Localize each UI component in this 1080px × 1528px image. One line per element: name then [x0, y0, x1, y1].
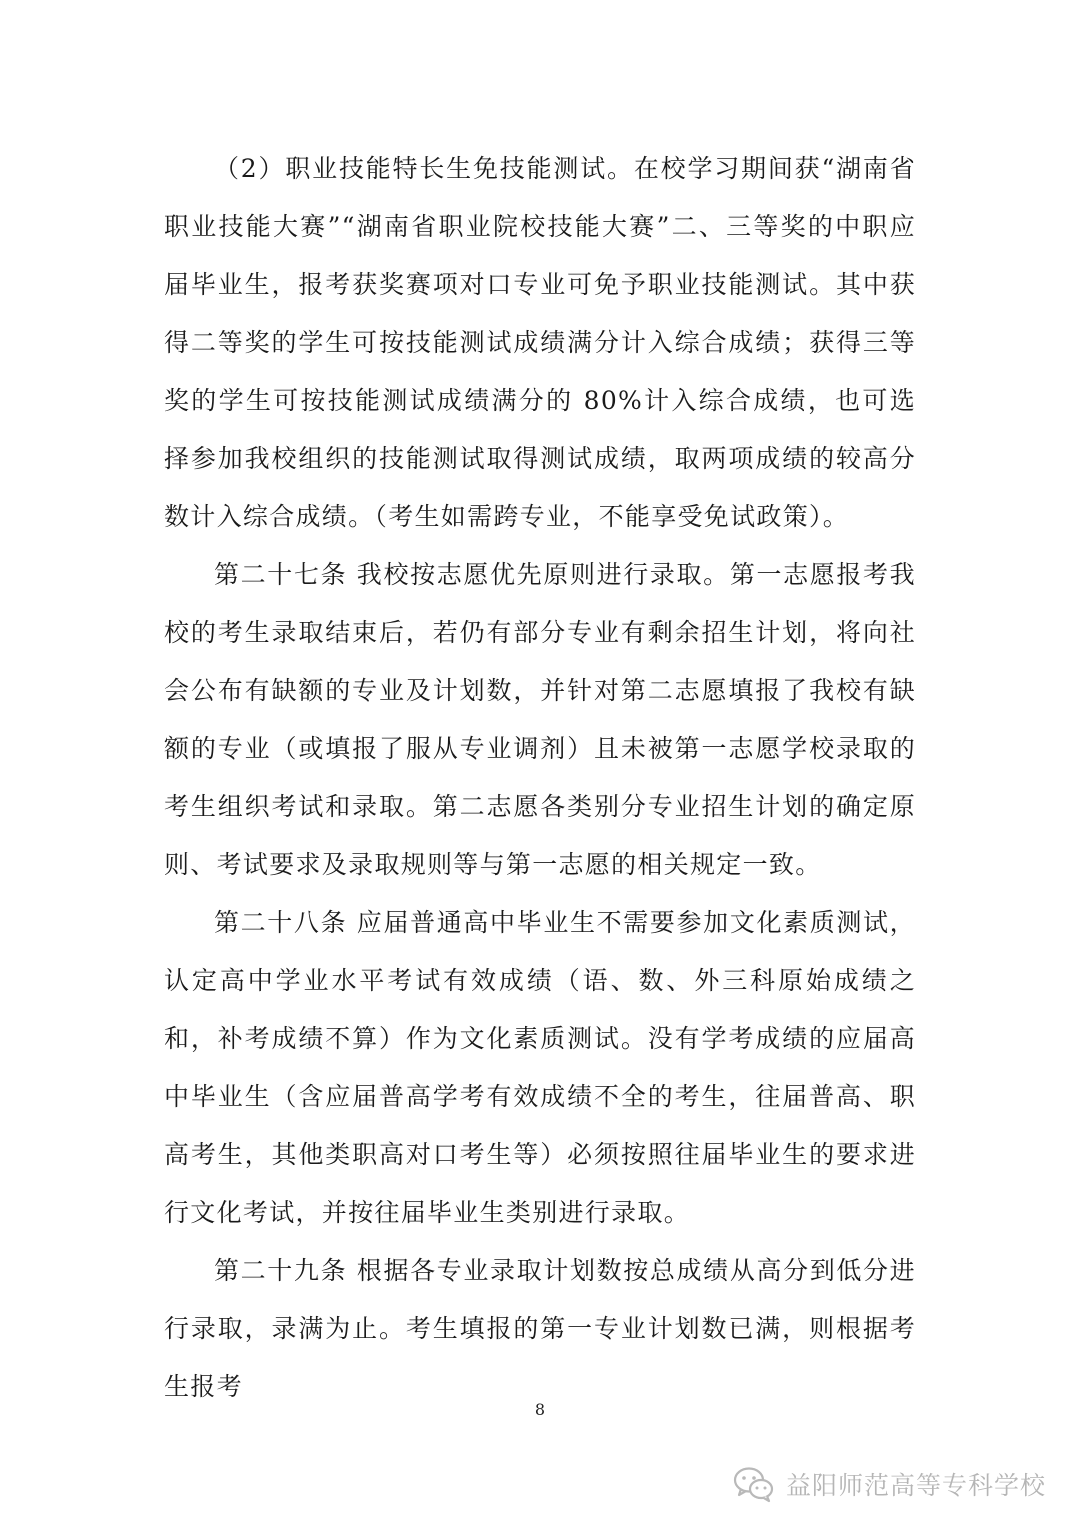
paragraph-article-29: 第二十九条 根据各专业录取计划数按总成绩从高分到低分进行录取，录满为止。考生填报的第一专业计划数已满，则根据考生报考 — [164, 1256, 916, 1401]
document-body — [164, 140, 916, 1416]
wechat-watermark — [732, 1456, 1046, 1512]
paragraph-skill-exemption: （2）职业技能特长生免技能测试。在校学习期间获“湖南省职业技能大赛”“湖南省职业院校技能大赛”二、三等奖的中职应届毕业生，报考获奖赛项对口专业可免予职业技能测试。其中获得二等奖的学生可按技能测试成绩满分计入综合成绩；获得三等奖的学生可按技能测试成绩满分的 80%计入综合成绩，也可选择参加我校组织的技能测试取得测试成绩，取两项成绩的较高分数计入综合成绩。（考生如需跨专业，不能享受免试政策）。 — [164, 154, 916, 531]
page-number: 8 — [534, 1400, 546, 1419]
watermark-text: 益阳师范高等专科学校 — [785, 1471, 1046, 1500]
paragraph-article-27: 第二十七条 我校按志愿优先原则进行录取。第一志愿报考我校的考生录取结束后，若仍有部分专业有剩余招生计划，将向社会公布有缺额的专业及计划数，并针对第二志愿填报了我校有缺额的专业（或填报了服从专业调剂）且未被第一志愿学校录取的考生组织考试和录取。第二志愿各类别分专业招生计划的确定原则、考试要求及录取规则等与第一志愿的相关规定一致。 — [164, 560, 916, 879]
wechat-icon — [732, 1464, 776, 1504]
paragraph-article-28: 第二十八条 应届普通高中毕业生不需要参加文化素质测试，认定高中学业水平考试有效成绩（语、数、外三科原始成绩之和，补考成绩不算）作为文化素质测试。没有学考成绩的应届高中毕业生（含应届普高学考有效成绩不全的考生，往届普高、职高考生，其他类职高对口考生等）必须按照往届毕业生的要求进行文化考试，并按往届毕业生类别进行录取。 — [164, 908, 916, 1227]
